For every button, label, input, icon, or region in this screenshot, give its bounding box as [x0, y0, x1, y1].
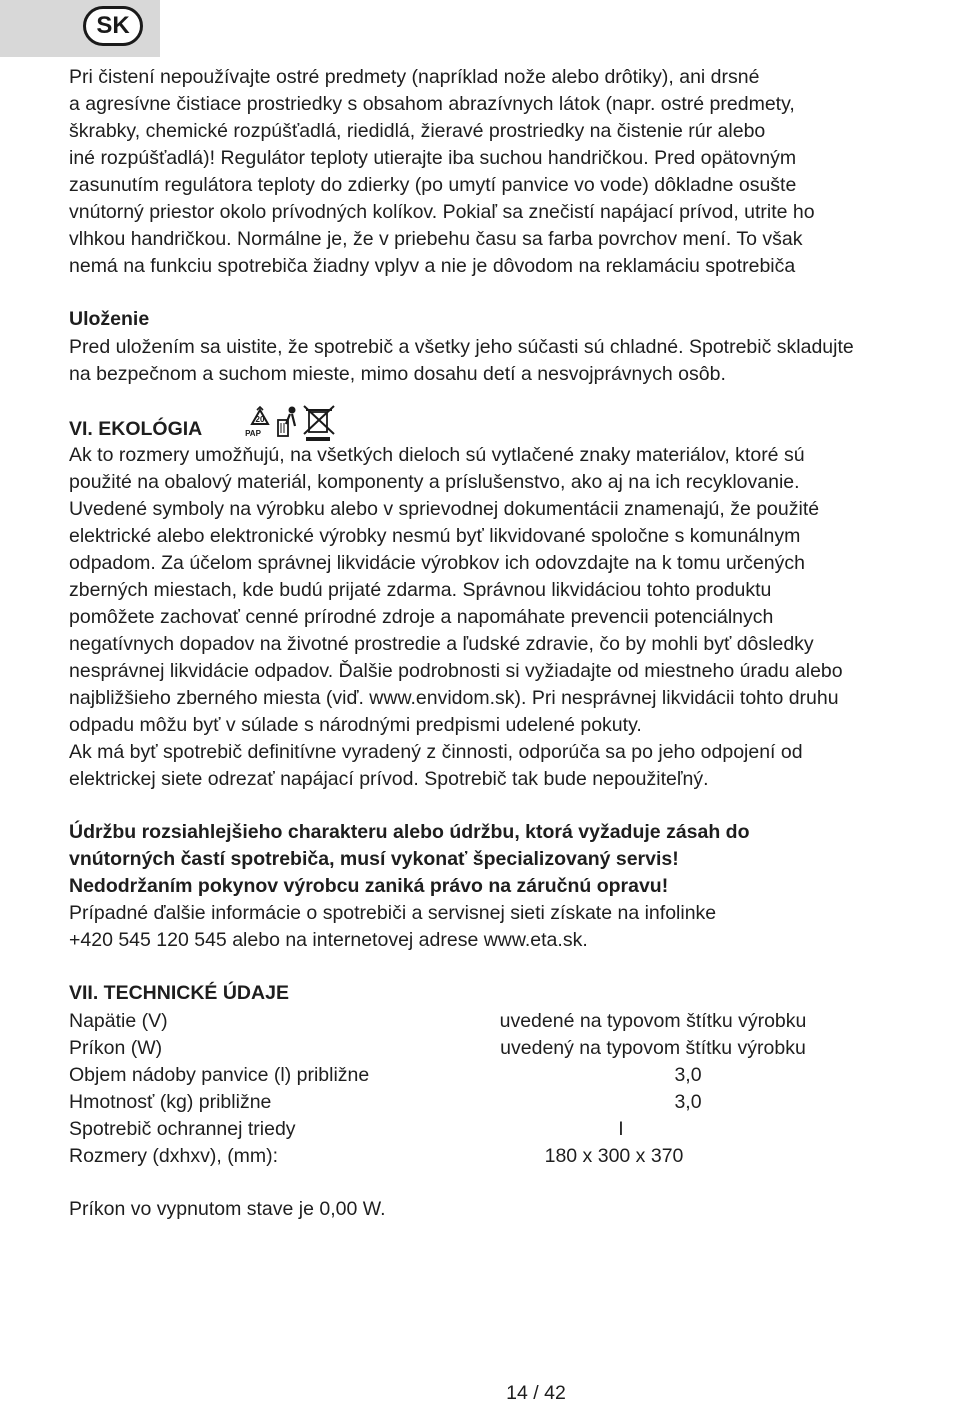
language-tab	[0, 0, 160, 57]
spec-label: Spotrebič ochrannej triedy	[69, 1118, 296, 1140]
spec-row	[69, 1143, 929, 1170]
text-line: a agresívne čistiace prostriedky s obsahom abrazívnych látok (napr. ostré predmety,	[69, 93, 795, 115]
text-line: zasunutím regulátora teploty do zdierky (po umytí panvice vo vode) dôkladne osušte	[69, 174, 797, 196]
spec-value: 180 x 300 x 370	[544, 1145, 684, 1167]
text-line: odpadom. Za účelom správnej likvidácie výrobkov ich odovzdajte na k tomu určených	[69, 552, 805, 574]
text-line: použité na obalový materiál, komponenty a príslušenstvo, ako aj na ich recyklovanie.	[69, 471, 800, 493]
spec-row	[69, 1008, 929, 1035]
warning-line: Údržbu rozsiahlejšieho charakteru alebo údržbu, ktorá vyžaduje zásah do	[69, 821, 750, 843]
text-line: odpadu môžu byť v súlade s národnými predpismi udelené pokuty.	[69, 714, 642, 736]
text-line: na bezpečnom a suchom mieste, mimo dosahu detí a nesvojprávnych osôb.	[69, 363, 726, 385]
text-line: nemá na funkciu spotrebiča žiadny vplyv a nie je dôvodom na reklamáciu spotrebiča	[69, 255, 796, 277]
spec-label: Rozmery (dxhxv), (mm):	[69, 1145, 279, 1167]
ecology-heading: VI. EKOLÓGIA	[69, 418, 203, 440]
text-line: Pred uložením sa uistite, že spotrebič a všetky jeho súčasti sú chladné. Spotrebič skladujte	[69, 336, 854, 358]
text-line: elektrické alebo elektronické výrobky nesmú byť likvidované spoločne s komunálnym	[69, 525, 801, 547]
text-line: Uvedené symboly na výrobku alebo v sprievodnej dokumentácii znamenajú, že použité	[69, 498, 820, 520]
spec-value: 3,0	[674, 1091, 702, 1113]
text-line: elektrickej siete odrezať napájací prívod. Spotrebič tak bude nepoužiteľný.	[69, 768, 709, 790]
text-line: iné rozpúšťadlá)! Regulátor teploty utierajte iba suchou handričkou. Pred opätovným	[69, 147, 797, 169]
storage-heading: Uloženie	[69, 308, 150, 330]
spec-label: Hmotnosť (kg) približne	[69, 1091, 272, 1113]
text-line: najbližšieho zberného miesta (viď. www.envidom.sk). Pri nesprávnej likvidácii tohto druhu	[69, 687, 839, 709]
page-number: 14 / 42	[506, 1382, 566, 1404]
text-line: zberných miestach, kde budú prijaté zdarma. Správnou likvidáciou tohto produktu	[69, 579, 772, 601]
recycling-code-number: 20	[255, 415, 265, 424]
spec-row	[69, 1089, 929, 1116]
text-line: vnútorný priestor okolo prívodných kolíkov. Pokiaľ sa znečistí napájací prívod, utrite ho	[69, 201, 815, 223]
spec-value: uvedený na typovom štítku výrobku	[500, 1037, 806, 1059]
spec-row	[69, 1062, 929, 1089]
spec-value: uvedené na typovom štítku výrobku	[499, 1010, 807, 1032]
text-line: Ak má byť spotrebič definitívne vyradený z činnosti, odporúča sa po jeho odpojení od	[69, 741, 803, 763]
language-badge: SK	[83, 6, 143, 46]
spec-value: I	[618, 1118, 624, 1140]
recycling-code-label: PAP	[245, 429, 261, 438]
spec-label: Príkon (W)	[69, 1037, 163, 1059]
crossed-bin-icon	[304, 406, 334, 441]
text-line: negatívnych dopadov na životné prostredie a ľudské zdravie, čo by mohli byť dôsledky	[69, 633, 814, 655]
text-line: Prípadné ďalšie informácie o spotrebiči a servisnej sieti získate na infolinke	[69, 902, 717, 924]
service-paragraph	[69, 819, 959, 954]
ecology-paragraph	[69, 442, 959, 793]
text-line: Ak to rozmery umožňujú, na všetkých dieloch sú vytlačené znaky materiálov, ktoré sú	[69, 444, 805, 466]
spec-row	[69, 1116, 929, 1143]
ecology-symbols	[240, 402, 336, 442]
text-line: +420 545 120 545 alebo na internetovej adrese www.eta.sk.	[69, 929, 588, 951]
warning-line: Nedodržaním pokynov výrobcu zaniká právo na záručnú opravu!	[69, 875, 669, 897]
warning-line: vnútorných častí spotrebiča, musí vykonať špecializovaný servis!	[69, 848, 679, 870]
recycling-paper-icon	[245, 407, 268, 438]
storage-paragraph	[69, 334, 959, 388]
standby-power-note: Príkon vo vypnutom stave je 0,00 W.	[69, 1198, 386, 1220]
tidyman-icon	[278, 407, 296, 437]
spec-row	[69, 1035, 929, 1062]
text-line: škrabky, chemické rozpúšťadlá, riedidlá, žieravé prostriedky na čistenie rúr alebo	[69, 120, 766, 142]
text-line: pomôžete zachovať cenné prírodné zdroje a napomáhate prevencii potenciálnych	[69, 606, 774, 628]
text-line: vlhkou handričkou. Normálne je, že v priebehu času sa farba povrchov mení. To však	[69, 228, 803, 250]
tech-heading: VII. TECHNICKÉ ÚDAJE	[69, 982, 289, 1004]
spec-label: Objem nádoby panvice (l) približne	[69, 1064, 370, 1086]
spec-value: 3,0	[674, 1064, 702, 1086]
cleaning-paragraph	[69, 64, 959, 280]
text-line: Pri čistení nepoužívajte ostré predmety (napríklad nože alebo drôtiky), ani drsné	[69, 66, 760, 88]
spec-label: Napätie (V)	[69, 1010, 168, 1032]
text-line: nesprávnej likvidácie odpadov. Ďalšie podrobnosti si vyžiadajte od miestneho úradu alebo	[69, 660, 843, 682]
